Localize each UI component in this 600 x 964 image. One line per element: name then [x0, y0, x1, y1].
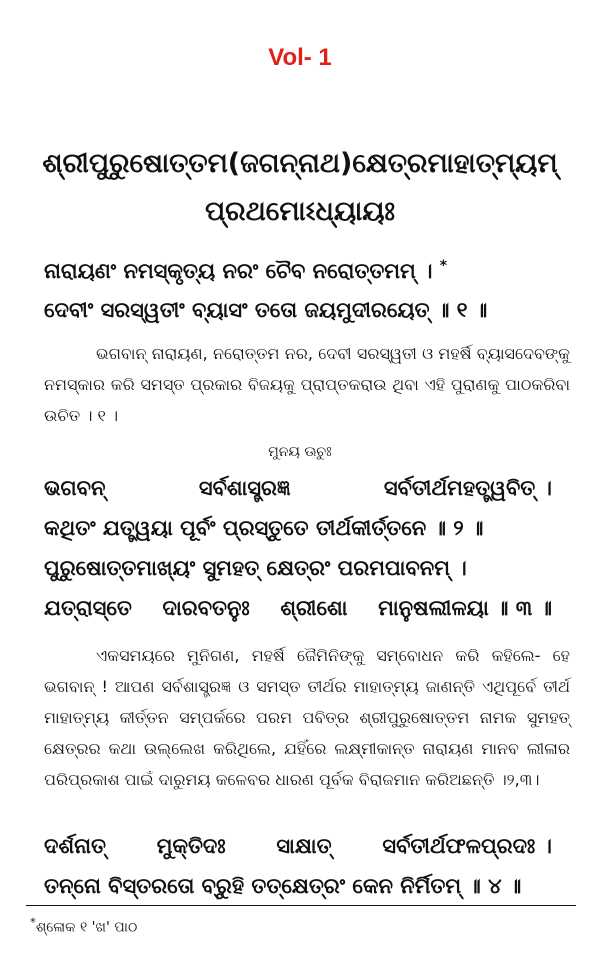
verse-4-line-2: ତନ୍ନୋ ବିସ୍ତରତୋ ବ୍ରୁହି ତତ୍କ୍ଷେତ୍ରଂ କେନ ନିର୍ମିତମ୍ ॥ ୪ ॥: [44, 874, 522, 898]
verse-text: ନାରାୟଣଂ ନମସ୍କୃତ୍ୟ ନରଂ ଚୈବ ନରୋତ୍ତମମ୍ ।: [44, 259, 433, 283]
footnote-text: ଶ୍ଳୋକ ୧ 'ଖ' ପାଠ: [35, 919, 138, 936]
verse-word: ଶ୍ରୀଶୋ: [280, 596, 348, 620]
verse-3-line-1: ପୁରୁଷୋତ୍ତମାଖ୍ୟଂ ସୁମହତ୍ କ୍ଷେତ୍ରଂ ପରମପାବନମ୍ ।: [44, 556, 467, 580]
verse-1-line-2: ଦେବୀଂ ସରସ୍ୱତୀଂ ବ୍ୟାସଂ ତତୋ ଜୟମୁଦୀରୟେତ୍ ॥ ୧ ॥: [44, 298, 488, 322]
verse-word: ସର୍ବତୀର୍ଥମହତ୍ତ୍ୱବିତ୍ ।: [383, 476, 552, 500]
verse-word: ସର୍ବଶାସ୍ତ୍ରଜ୍ଞ: [198, 476, 291, 500]
footnote: [30, 915, 137, 936]
verse-2-line-1: [44, 476, 552, 501]
verse-word: ଦାରବତନୁଃ: [162, 596, 250, 620]
verse-4-line-1: [44, 834, 552, 859]
verse-word: ସର୍ବତୀର୍ଥଫଳପ୍ରଦଃ ।: [382, 834, 552, 858]
verse-word: ଯତ୍ରାସ୍ତେ: [44, 596, 132, 620]
verse-word: ମାନୁଷଲୀଳୟା ॥ ୩ ॥: [378, 596, 552, 620]
verse-word: ଦର୍ଶନାତ୍: [44, 834, 106, 858]
verse-3-line-2: [44, 596, 552, 621]
verse-1-line-1: [44, 258, 560, 284]
speaker-heading: ମୁନୟ ଊଚୁଃ: [268, 444, 332, 460]
verse-word: ମୁକ୍ତିଦଃ: [156, 834, 226, 858]
footnote-divider: [26, 905, 576, 906]
chapter-title: ଶ୍ରୀପୁରୁଷୋତ୍ତମ(ଜଗନ୍ନାଥ)କ୍ଷେତ୍ରମାହାତ୍ମ୍ୟମ୍: [42, 148, 558, 179]
footnote-mark: *: [30, 915, 36, 929]
chapter-subtitle: ପ୍ରଥମୋଽଧ୍ୟାୟଃ: [204, 196, 396, 227]
verse-word: ଭଗବନ୍: [44, 476, 106, 500]
volume-label: Vol- 1: [268, 44, 332, 71]
prose-translation-1: ଭଗବାନ୍ ନାରାୟଣ, ନରୋତ୍ତମ ନର, ଦେବୀ ସରସ୍ୱତୀ ଓ ମହର୍ଷି ବ୍ୟାସଦେବଙ୍କୁ ନମସ୍କାର କରି ସମସ୍ତ ପ୍ରକାର ବିଜୟକୁ ପ୍ରାପ୍ତକରାଉ ଥିବା ଏହି ପୁରାଣକୁ ପାଠକରିବା ଉଚିତ । ୧ ।: [44, 344, 570, 425]
prose-translation-2: ଏକସମୟରେ ମୁନିଗଣ, ମହର୍ଷି ଜୈମିନିଙ୍କୁ ସମ୍ବୋଧନ କରି କହିଲେ- ହେ ଭଗବାନ୍ ! ଆପଣ ସର୍ବଶାସ୍ତ୍ରଜ୍ଞ ଓ ସମସ୍ତ ତୀର୍ଥର ମାହାତ୍ମ୍ୟ ଜାଣନ୍ତି ଏଥିପୂର୍ବେ ତୀର୍ଥ ମାହାତ୍ମ୍ୟ କୀର୍ତ୍ତନ ସମ୍ପର୍କରେ ପରମ ପବିତ୍ର ଶ୍ରୀପୁରୁଷୋତ୍ତମ ନାମକ ସୁମହତ୍ କ୍ଷେତ୍ରର କଥା ଉଲ୍ଲେଖ କରିଥିଲେ, ଯହିଁରେ ଲକ୍ଷ୍ମୀକାନ୍ତ ନାରାୟଣ ମାନବ ଲୀଳାର ପରିପ୍ରକାଶ ପାଇଁ ଦାରୁମୟ କଳେବର ଧାରଣ ପୂର୍ବକ ବିରାଜମାନ କରିଅଛନ୍ତି ।୨,୩।: [44, 646, 570, 789]
footnote-mark: *: [439, 258, 448, 274]
verse-word: ସାକ୍ଷାତ୍: [276, 834, 332, 858]
verse-2-line-2: କଥିତଂ ଯତ୍ତ୍ୱୟା ପୂର୍ବଂ ପ୍ରସ୍ତୁତେ ତୀର୍ଥକୀର୍ତ୍ତନେ ॥ ୨ ॥: [44, 516, 484, 540]
